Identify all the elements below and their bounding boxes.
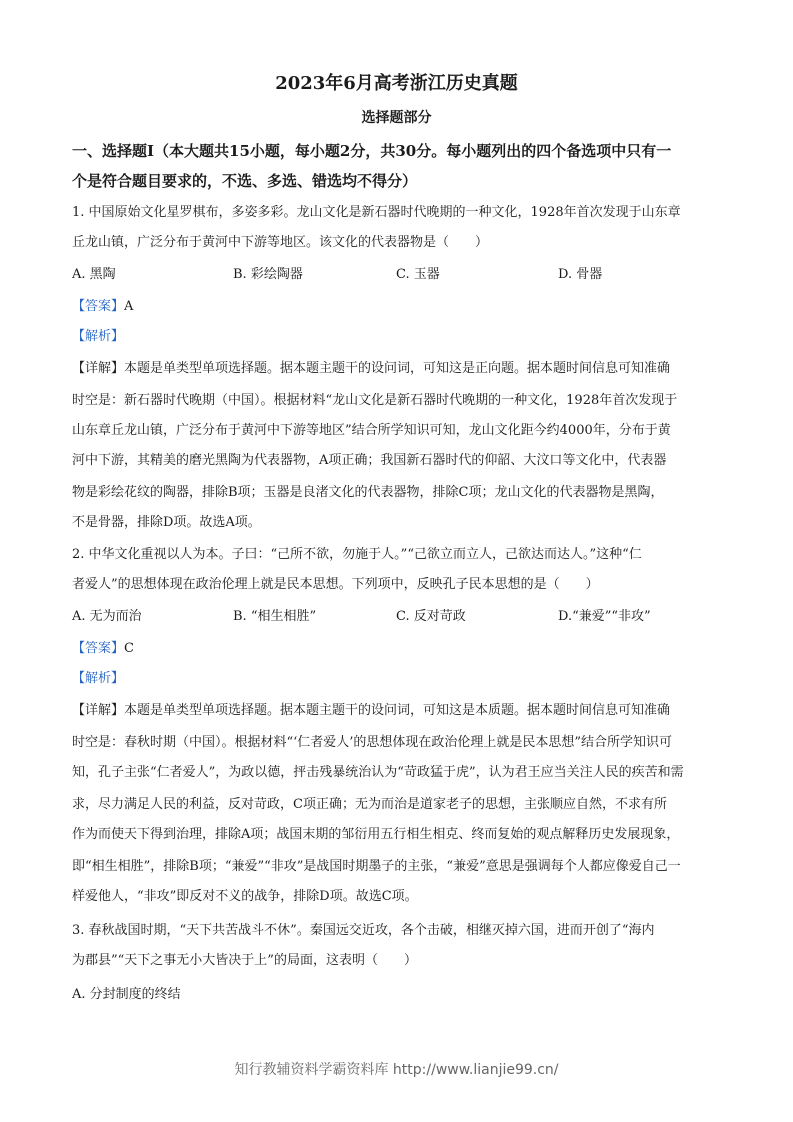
analysis-tag: 【解析】	[72, 329, 125, 344]
q1-detail-line-5: 物是彩绘花纹的陶器，排除B项；玉器是良渚文化的代表器物，排除C项；龙山文化的代表器物是黑陶，	[72, 485, 664, 500]
detail-tag: 【详解】	[72, 703, 125, 718]
q1-detail-line-6: 不是骨器，排除D项。故选A项。	[72, 515, 261, 530]
q2-detail-line-3: 知，孔子主张“仁者爱人”，为政以德，抨击残暴统治认为“苛政猛于虎”，认为君王应当关注人民的疾苦和需	[72, 765, 684, 780]
q1-stem-line-1: 1. 中国原始文化星罗棋布，多姿多彩。龙山文化是新石器时代晚期的一种文化，1928年首次发现于山东章	[72, 205, 681, 220]
answer-tag: 【答案】	[72, 299, 125, 314]
q2-option-b: B. “相生相胜”	[233, 609, 317, 624]
section-heading-line-1: 一、选择题Ⅰ（本大题共15小题，每小题2分，共30分。每小题列出的四个备选项中只有一	[72, 142, 672, 160]
q2-option-a: A. 无为而治	[72, 609, 142, 624]
q2-option-d: D.“兼爱”“非攻”	[558, 609, 651, 624]
q3-option-a: A. 分封制度的终结	[72, 987, 181, 1002]
q1-stem-line-2: 丘龙山镇，广泛分布于黄河中下游等地区。该文化的代表器物是（ ）	[72, 235, 489, 250]
q1-answer-value: A	[124, 299, 134, 314]
q2-detail-line-7: 样爱他人，“非攻”即反对不义的战争，排除D项。故选C项。	[72, 889, 418, 904]
q1-option-d: D. 骨器	[558, 267, 603, 282]
q1-detail-line-4: 河中下游，其精美的磨光黑陶为代表器物，A项正确；我国新石器时代的仰韶、大汶口等文化中，代表器	[72, 453, 667, 468]
q2-option-c: C. 反对苛政	[396, 609, 466, 624]
q2-analysis-tag	[72, 670, 124, 688]
q2-detail-line-4: 求，尽力满足人民的利益，反对苛政，C项正确；无为而治是道家老子的思想，主张顺应自然，不求有所	[72, 797, 667, 812]
detail-tag: 【详解】	[72, 361, 125, 376]
q1-option-c: C. 玉器	[396, 267, 440, 282]
q1-detail-first: 本题是单类型单项选择题。据本题主题干的设问词，可知这是正向题。据本题时间信息可知准确	[124, 361, 671, 376]
q2-detail-line-1	[72, 702, 670, 720]
q2-answer-value: C	[124, 641, 134, 656]
q2-detail-line-6: 即“相生相胜”，排除B项；“兼爱”“非攻”是战国时期墨子的主张，“兼爱”意思是强调每个人都应像爱自己一	[72, 859, 681, 874]
q1-option-b: B. 彩绘陶器	[233, 267, 303, 282]
answer-tag: 【答案】	[72, 641, 125, 656]
q1-detail-line-3: 山东章丘龙山镇，广泛分布于黄河中下游等地区”结合所学知识可知，龙山文化距今约4000年，分布于黄	[72, 423, 671, 438]
section-subtitle: 选择题部分	[361, 110, 432, 126]
footer-watermark: 知行教辅资料学霸资料库 http://www.lianjie99.cn/	[234, 1062, 559, 1078]
q3-stem-line-1: 3. 春秋战国时期，“天下共苦战斗不休”。秦国远交近攻，各个击破，相继灭掉六国，进而开创了“海内	[72, 923, 655, 938]
q1-answer	[72, 298, 133, 316]
q1-option-a: A. 黑陶	[72, 267, 116, 282]
analysis-tag: 【解析】	[72, 671, 125, 686]
q1-detail-line-1	[72, 360, 670, 378]
section-heading-line-2: 个是符合题目要求的，不选、多选、错选均不得分）	[72, 172, 418, 190]
q3-stem-line-2: 为郡县”“天下之事无小大皆决于上”的局面，这表明（ ）	[72, 953, 417, 968]
q2-stem-line-2: 者爱人”的思想体现在政治伦理上就是民本思想。下列项中，反映孔子民本思想的是（ ）	[72, 577, 599, 592]
q1-analysis-tag	[72, 328, 124, 346]
q2-stem-line-1: 2. 中华文化重视以人为本。子曰：“己所不欲，勿施于人。”“己欲立而立人，己欲达而达人。”这种“仁	[72, 547, 642, 562]
q1-detail-line-2: 时空是：新石器时代晚期（中国）。根据材料“龙山文化是新石器时代晚期的一种文化，1928年首次发现于	[72, 393, 678, 408]
q2-detail-first: 本题是单类型单项选择题。据本题主题干的设问词，可知这是本质题。据本题时间信息可知准确	[124, 703, 671, 718]
q2-answer	[72, 640, 134, 658]
q2-detail-line-2: 时空是：春秋时期（中国）。根据材料“‘仁者爱人’的思想体现在政治伦理上就是民本思想”结合所学知识可	[72, 735, 673, 750]
q2-detail-line-5: 作为而使天下得到治理，排除A项；战国末期的邹衍用五行相生相克、终而复始的观点解释历史发展现象，	[72, 827, 680, 842]
page-title: 2023年6月高考浙江历史真题	[275, 73, 518, 94]
